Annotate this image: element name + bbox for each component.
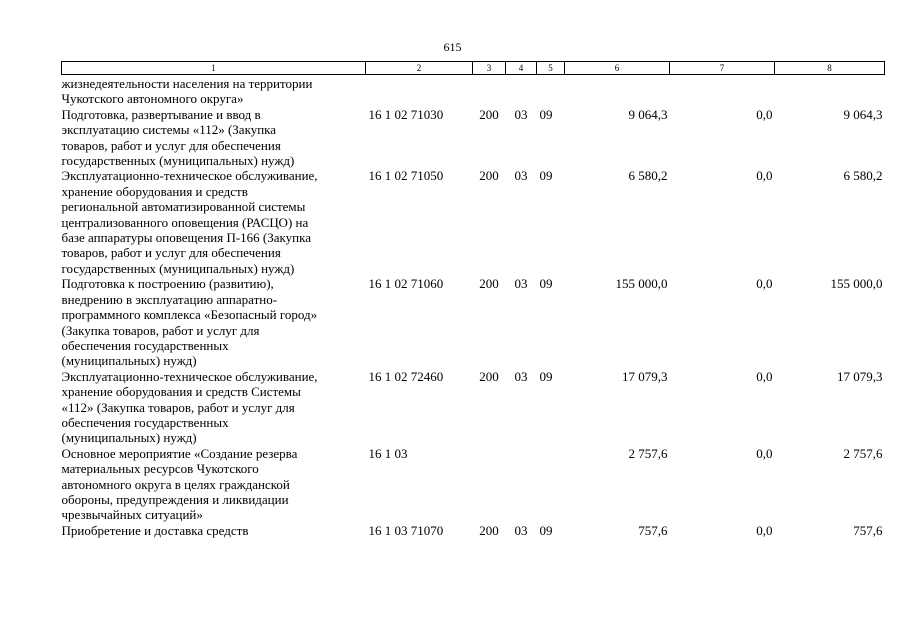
description-line: товаров, работ и услуг для обеспечения — [61, 137, 281, 153]
description-line: программного комплекса «Безопасный город» — [61, 307, 318, 323]
description-line: (муниципальных) нужд) — [61, 430, 197, 446]
row-description — [62, 446, 366, 523]
amount-column-8: 2 757,6 — [843, 445, 883, 461]
amount-column-8 — [775, 75, 885, 107]
amount-column-8: 17 079,3 — [837, 368, 883, 384]
description-line: Приобретение и доставка средств — [61, 522, 249, 538]
table-row — [62, 276, 885, 368]
header-cell-6: 6 — [565, 62, 670, 75]
budget-classification-code: 16 1 03 71070 — [368, 522, 444, 538]
description-line: материальных ресурсов Чукотского — [61, 461, 259, 477]
table-row — [62, 523, 885, 538]
amount-column-7: 0,0 — [756, 168, 773, 184]
expense-type-code: 200 — [479, 522, 499, 538]
row-description — [62, 75, 366, 107]
table-row — [62, 168, 885, 276]
description-line: Подготовка к построению (развитию), — [61, 276, 274, 292]
description-line: Эксплуатационно-техническое обслуживание, — [61, 368, 318, 384]
amount-column-7: 0,0 — [756, 106, 773, 122]
amount-total: 6 580,2 — [628, 168, 668, 184]
description-line: Подготовка, развертывание и ввод в — [61, 106, 261, 122]
table-row — [62, 446, 885, 523]
description-line: чрезвычайных ситуаций» — [61, 507, 203, 523]
amount-total: 757,6 — [638, 522, 668, 538]
subsection-code: 09 — [539, 106, 553, 122]
table-header — [62, 62, 885, 75]
row-description — [62, 107, 366, 169]
expense-type-code: 200 — [479, 168, 499, 184]
budget-classification-code: 16 1 02 71030 — [368, 106, 444, 122]
amount-column-7: 0,0 — [756, 368, 773, 384]
description-line: Основное мероприятие «Создание резерва — [61, 445, 298, 461]
description-line: централизованного оповещения (РАСЦО) на — [61, 214, 309, 230]
row-description — [62, 523, 366, 538]
description-line: государственных (муниципальных) нужд) — [61, 260, 295, 276]
description-line: Эксплуатационно-техническое обслуживание, — [61, 168, 318, 184]
subsection-code: 09 — [539, 168, 553, 184]
description-line: эксплуатацию системы «112» (Закупка — [61, 122, 277, 138]
budget-classification-code: 16 1 03 — [368, 445, 408, 461]
table-row — [62, 75, 885, 107]
amount-total: 17 079,3 — [622, 368, 668, 384]
budget-classification-code: 16 1 02 72460 — [368, 368, 444, 384]
description-line: обеспечения государственных — [61, 337, 229, 353]
header-cell-2: 2 — [366, 62, 473, 75]
description-line: автономного округа в целях гражданской — [61, 476, 290, 492]
budget-table — [61, 61, 885, 538]
header-cell-3: 3 — [473, 62, 506, 75]
header-cell-1: 1 — [62, 62, 366, 75]
amount-column-7: 0,0 — [756, 522, 773, 538]
description-line: базе аппаратуры оповещения П-166 (Закупка — [61, 230, 312, 246]
expense-type-code: 200 — [479, 106, 499, 122]
page-number: 615 — [443, 40, 462, 54]
description-line: жизнедеятельности населения на территории — [61, 76, 313, 91]
row-description — [62, 168, 366, 276]
amount-column-7: 0,0 — [756, 276, 773, 292]
amount-column-7 — [670, 75, 775, 107]
section-code — [506, 75, 537, 107]
description-line: (муниципальных) нужд) — [61, 353, 197, 369]
amount-column-8: 9 064,3 — [843, 106, 883, 122]
table-row — [62, 369, 885, 446]
description-line: внедрению в эксплуатацию аппаратно- — [61, 291, 278, 307]
amount-total: 155 000,0 — [615, 276, 668, 292]
budget-classification-code: 16 1 02 71060 — [368, 276, 444, 292]
amount-total: 9 064,3 — [628, 106, 668, 122]
subsection-code: 09 — [539, 276, 553, 292]
section-code — [506, 446, 537, 523]
section-code: 03 — [514, 522, 528, 538]
description-line: «112» (Закупка товаров, работ и услуг для — [61, 399, 295, 415]
description-line: хранение оборудования и средств Системы — [61, 384, 301, 400]
description-line: обороны, предупреждения и ликвидации — [61, 491, 289, 507]
amount-total — [565, 75, 670, 107]
header-cell-4: 4 — [506, 62, 537, 75]
description-line: государственных (муниципальных) нужд) — [61, 153, 295, 169]
amount-column-8: 757,6 — [853, 522, 883, 538]
header-cell-8: 8 — [775, 62, 885, 75]
budget-classification-code — [366, 75, 473, 107]
budget-classification-code: 16 1 02 71050 — [368, 168, 444, 184]
table-row — [62, 107, 885, 169]
expense-type-code — [473, 75, 506, 107]
description-line: товаров, работ и услуг для обеспечения — [61, 245, 281, 261]
amount-column-8: 155 000,0 — [830, 276, 883, 292]
amount-total: 2 757,6 — [628, 445, 668, 461]
description-line: хранение оборудования и средств — [61, 183, 248, 199]
subsection-code: 09 — [539, 368, 553, 384]
description-line: Чукотского автономного округа» — [61, 91, 244, 107]
header-cell-7: 7 — [670, 62, 775, 75]
expense-type-code: 200 — [479, 276, 499, 292]
description-line: обеспечения государственных — [61, 414, 229, 430]
expense-type-code: 200 — [479, 368, 499, 384]
header-row — [62, 62, 885, 75]
subsection-code: 09 — [539, 522, 553, 538]
section-code: 03 — [514, 276, 528, 292]
amount-column-8: 6 580,2 — [843, 168, 883, 184]
section-code: 03 — [514, 168, 528, 184]
section-code: 03 — [514, 106, 528, 122]
section-code: 03 — [514, 368, 528, 384]
subsection-code — [537, 446, 565, 523]
description-line: региональной автоматизированной системы — [61, 199, 306, 215]
expense-type-code — [473, 446, 506, 523]
header-cell-5: 5 — [537, 62, 565, 75]
amount-column-7: 0,0 — [756, 445, 773, 461]
description-line: (Закупка товаров, работ и услуг для — [61, 322, 260, 338]
row-description — [62, 276, 366, 368]
table-body — [62, 75, 885, 539]
subsection-code — [537, 75, 565, 107]
row-description — [62, 369, 366, 446]
